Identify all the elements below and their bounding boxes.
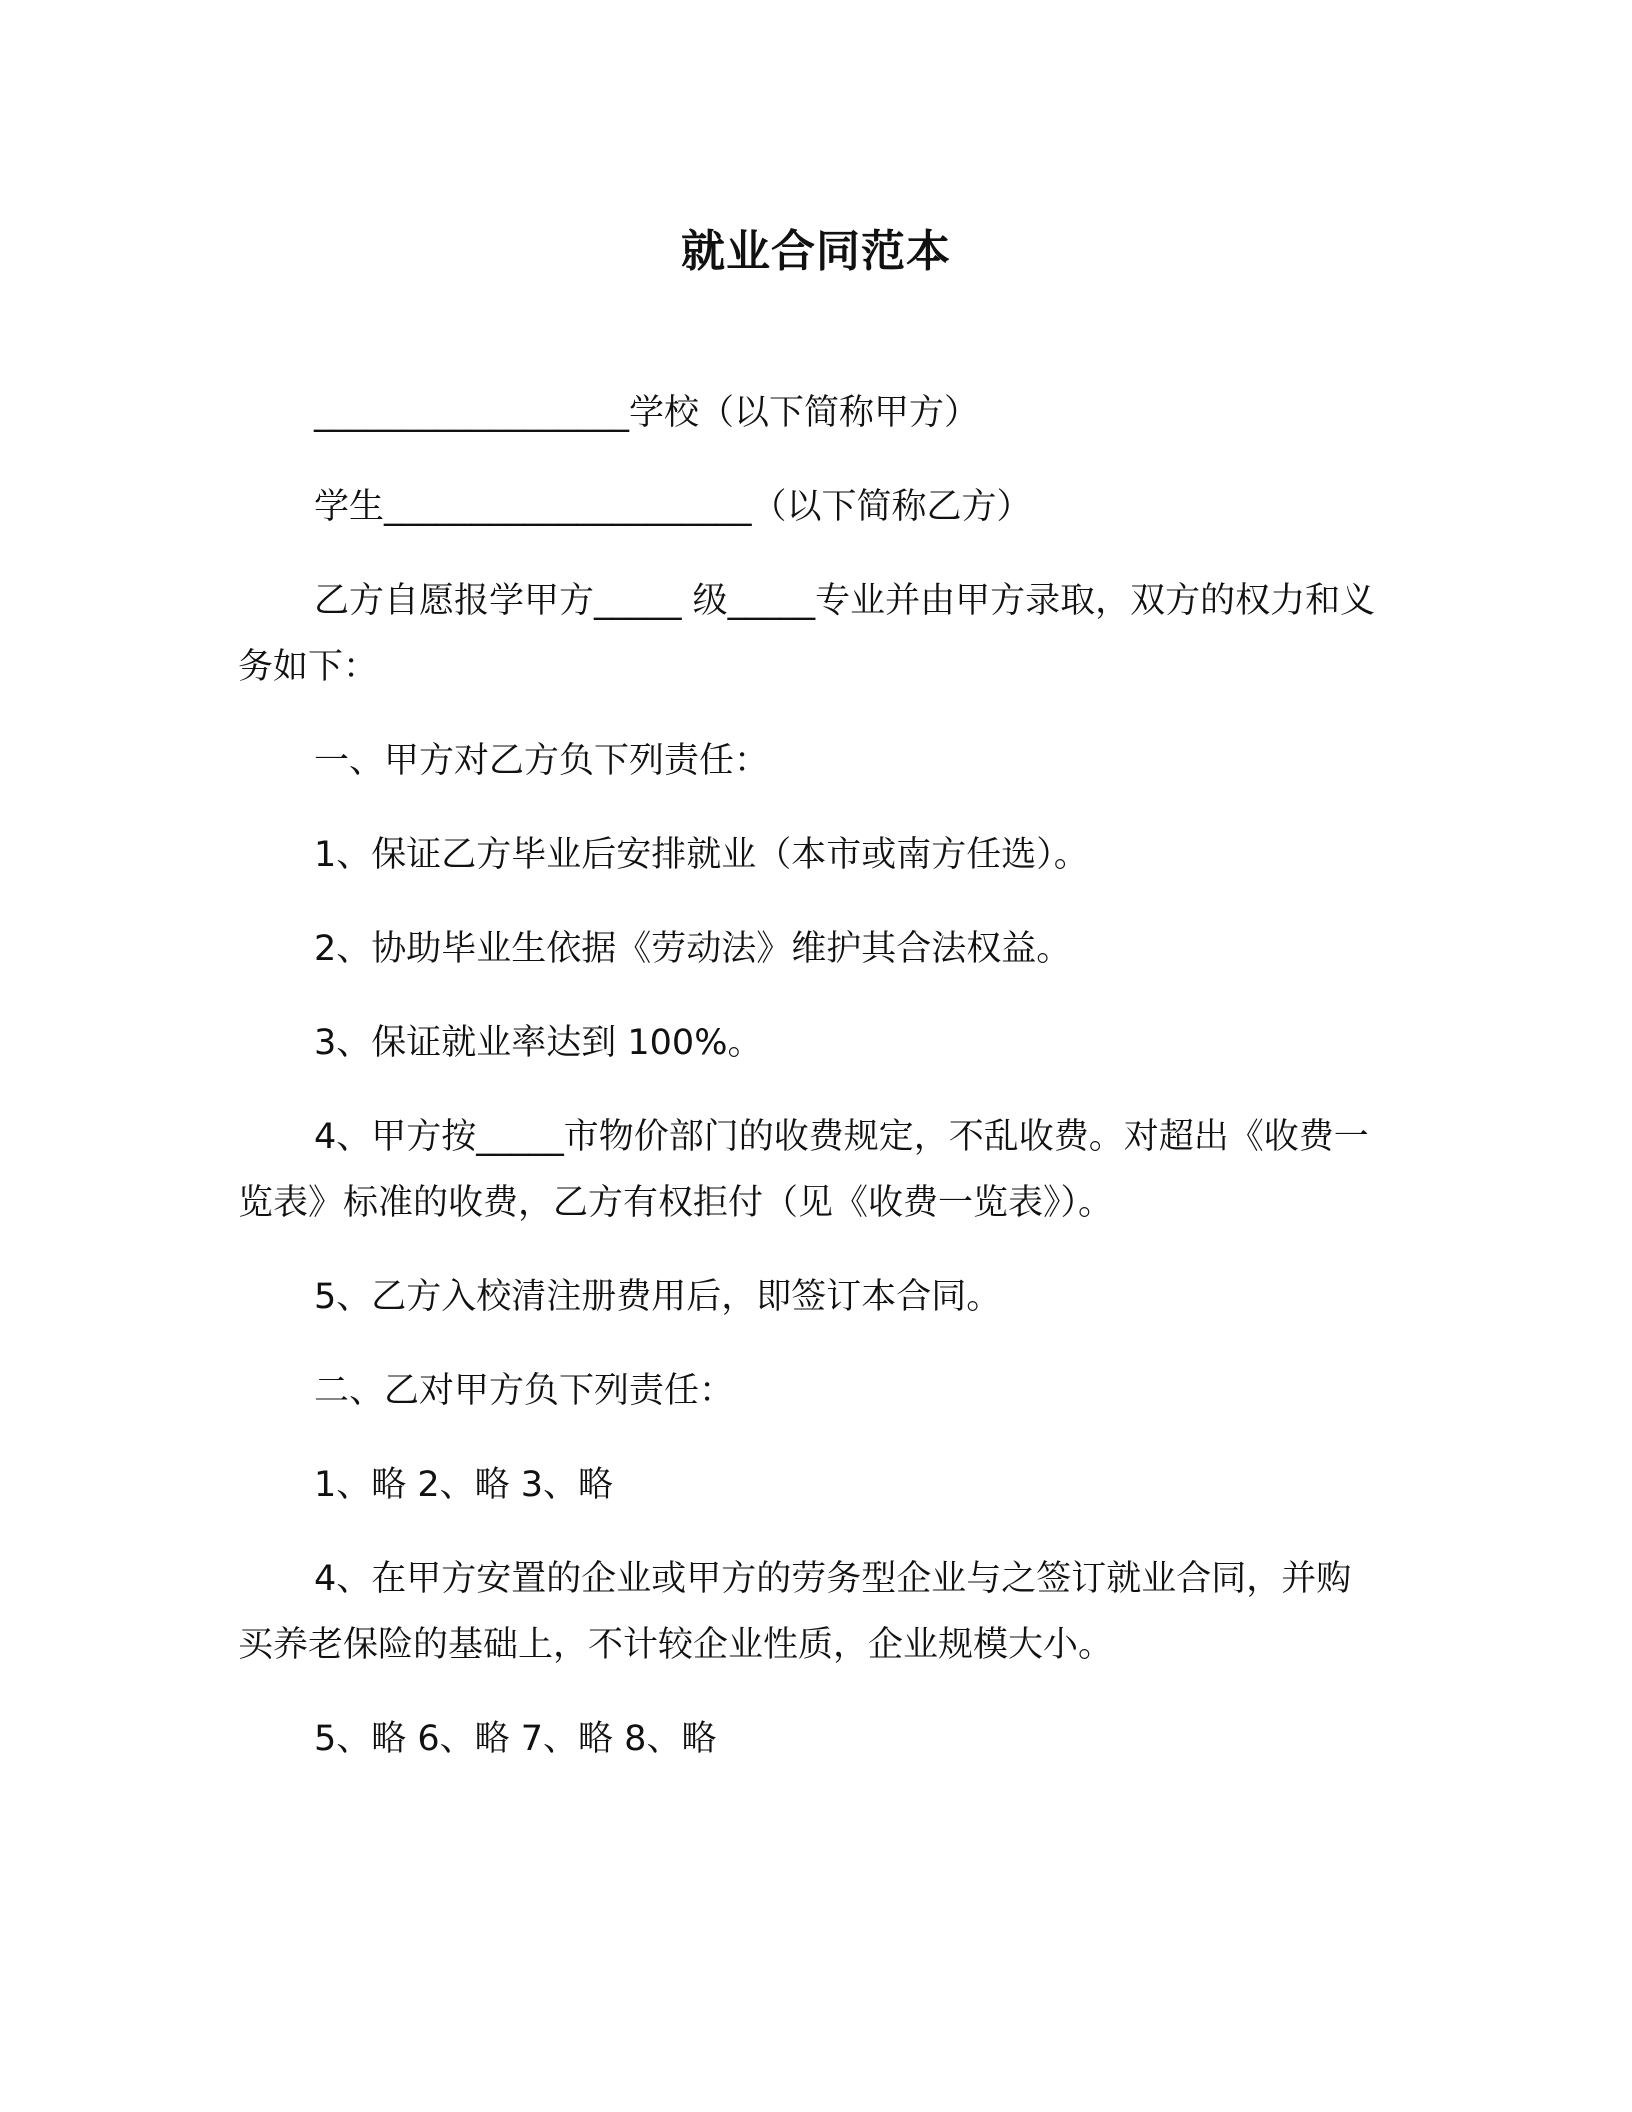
section-one-heading: 一、甲方对乙方负下列责任：: [314, 741, 770, 781]
section-one-item-4: 4、甲方按_____市物价部门的收费规定，不乱收费。对超出《收费一览表》标准的收费，乙方有权拒付（见《收费一览表》）。: [238, 1117, 1369, 1223]
document-body: [238, 380, 1384, 1800]
section-two-items-5-8: 5、略 6、略 7、略 8、略: [314, 1719, 717, 1759]
section-one-item-2: 2、协助毕业生依据《劳动法》维护其合法权益。: [314, 929, 1072, 969]
section-one-item-5: 5、乙方入校清注册费用后，即签订本合同。: [314, 1277, 1002, 1317]
party-a-line: __________________学校（以下简称甲方）: [314, 393, 980, 433]
party-b-line: 学生_____________________（以下简称乙方）: [314, 487, 1032, 527]
document-title: 就业合同范本: [681, 226, 951, 277]
section-two-items-1-3: 1、略 2、略 3、略: [314, 1465, 614, 1505]
section-one-item-3: 3、保证就业率达到 100%。: [314, 1023, 763, 1063]
section-two-heading: 二、乙对甲方负下列责任：: [314, 1371, 735, 1411]
intro-paragraph: 乙方自愿报学甲方_____ 级_____专业并由甲方录取，双方的权力和义务如下：: [238, 581, 1376, 687]
section-two-item-4: 4、在甲方安置的企业或甲方的劳务型企业与之签订就业合同，并购买养老保险的基础上，不计较企业性质，企业规模大小。: [238, 1559, 1352, 1665]
section-one-item-1: 1、保证乙方毕业后安排就业（本市或南方任选）。: [314, 835, 1089, 875]
